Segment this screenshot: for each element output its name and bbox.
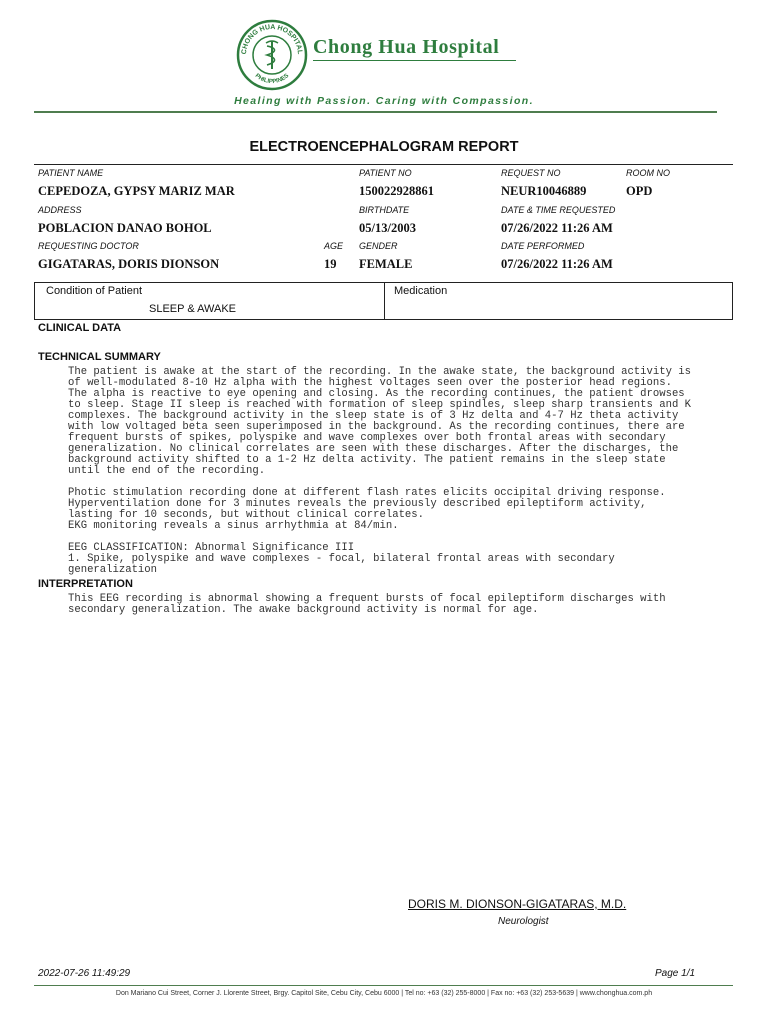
age-label: AGE	[324, 241, 344, 251]
address-label: ADDRESS	[38, 205, 82, 215]
interpretation-heading: INTERPRETATION	[38, 578, 133, 590]
footer-divider	[34, 985, 733, 986]
patient-no-label: PATIENT NO	[359, 168, 412, 178]
signatory-name: DORIS M. DIONSON-GIGATARAS, M.D.	[408, 897, 627, 911]
hospital-name-underline	[313, 60, 516, 61]
medication-label: Medication	[394, 285, 448, 297]
header-divider	[34, 111, 717, 113]
doctor-label: REQUESTING DOCTOR	[38, 241, 139, 251]
logo-bottom-text: PHILIPPINES	[253, 73, 291, 86]
room-no-label: ROOM NO	[626, 168, 670, 178]
interpretation-text: This EEG recording is abnormal showing a frequent bursts of focal epileptiform discharges with secondary generalization. The awake background activity is normal for age.	[68, 593, 666, 616]
requested-label: DATE & TIME REQUESTED	[501, 205, 616, 215]
address: POBLACION DANAO BOHOL	[38, 221, 212, 235]
logo-ring-text: CHONG HUA HOSPITAL	[240, 23, 304, 55]
patient-name-label: PATIENT NAME	[38, 168, 104, 178]
performed-label: DATE PERFORMED	[501, 241, 585, 251]
date-requested: 07/26/2022 11:26 AM	[501, 221, 613, 235]
svg-text:PHILIPPINES	[254, 73, 291, 85]
info-divider	[34, 164, 733, 165]
footer-timestamp: 2022-07-26 11:49:29	[38, 968, 131, 979]
eeg-classification-text: EEG CLASSIFICATION: Abnormal Significance III 1. Spike, polyspike and wave complexes - focal, bilateral frontal areas with secondary generalization	[68, 542, 615, 576]
request-no: NEUR10046889	[501, 184, 587, 198]
birthdate: 05/13/2003	[359, 221, 416, 235]
hospital-name: Chong Hua Hospital	[313, 36, 500, 58]
condition-value: SLEEP & AWAKE	[149, 303, 237, 315]
technical-summary-text: The patient is awake at the start of the recording. In the awake state, the background activity is of well-modulated 8-10 Hz alpha with the highest voltages seen over the posterior head regions. The alpha is reactive to eye opening and closing. As the recording continues, the patient drowses to sleep. Stage II sleep is reached with formation of sleep spindles, sleep sharp transients and K complexes. The background activity in the sleep state is of 3 Hz delta and 4-7 Hz theta activity with low voltaged beta seen superimposed in the background. As the recording continues, there are frequent bursts of spikes, polyspike and wave complexes over both frontal areas with secondary generalization. No clinical correlates are seen with these discharges. After the discharges, the background activity shifted to a 1-2 Hz delta activity. The patient remains in the sleep state until the end of the recording.	[68, 366, 692, 477]
patient-name: CEPEDOZA, GYPSY MARIZ MAR	[38, 184, 235, 198]
report-title: ELECTROENCEPHALOGRAM REPORT	[249, 139, 519, 155]
request-no-label: REQUEST NO	[501, 168, 561, 178]
birthdate-label: BIRTHDATE	[359, 205, 410, 215]
condition-label: Condition of Patient	[46, 285, 143, 297]
photic-stimulation-text: Photic stimulation recording done at different flash rates elicits occipital driving response. Hyperventilation done for 3 minutes reveals the previously described epileptiform activity, lasting for 10 seconds, but without clinical correlates. EKG monitoring reveals a sinus arrhythmia at 84/min.	[68, 487, 666, 532]
room-no: OPD	[626, 184, 653, 198]
clinical-data-heading: CLINICAL DATA	[38, 322, 122, 334]
footer-address: Don Mariano Cui Street, Corner J. Llorente Street, Brgy. Capitol Site, Cebu City, Cebu 6000 | Tel no: +63 (32) 255-8000 | Fax no: +63 (32) 253-5639 | www.chonghua.com.ph	[115, 990, 653, 997]
technical-summary-heading: TECHNICAL SUMMARY	[38, 351, 161, 363]
gender: FEMALE	[359, 257, 413, 271]
hospital-tagline: Healing with Passion. Caring with Compassion.	[234, 95, 534, 107]
gender-label: GENDER	[359, 241, 398, 251]
condition-box-divider	[384, 282, 385, 320]
hospital-logo	[236, 19, 308, 91]
date-performed: 07/26/2022 11:26 AM	[501, 257, 613, 271]
signatory-title: Neurologist	[498, 916, 549, 927]
patient-no: 150022928861	[359, 184, 434, 198]
requesting-doctor: GIGATARAS, DORIS DIONSON	[38, 257, 220, 271]
age: 19	[324, 257, 337, 271]
footer-page-number: Page 1/1	[655, 968, 696, 979]
